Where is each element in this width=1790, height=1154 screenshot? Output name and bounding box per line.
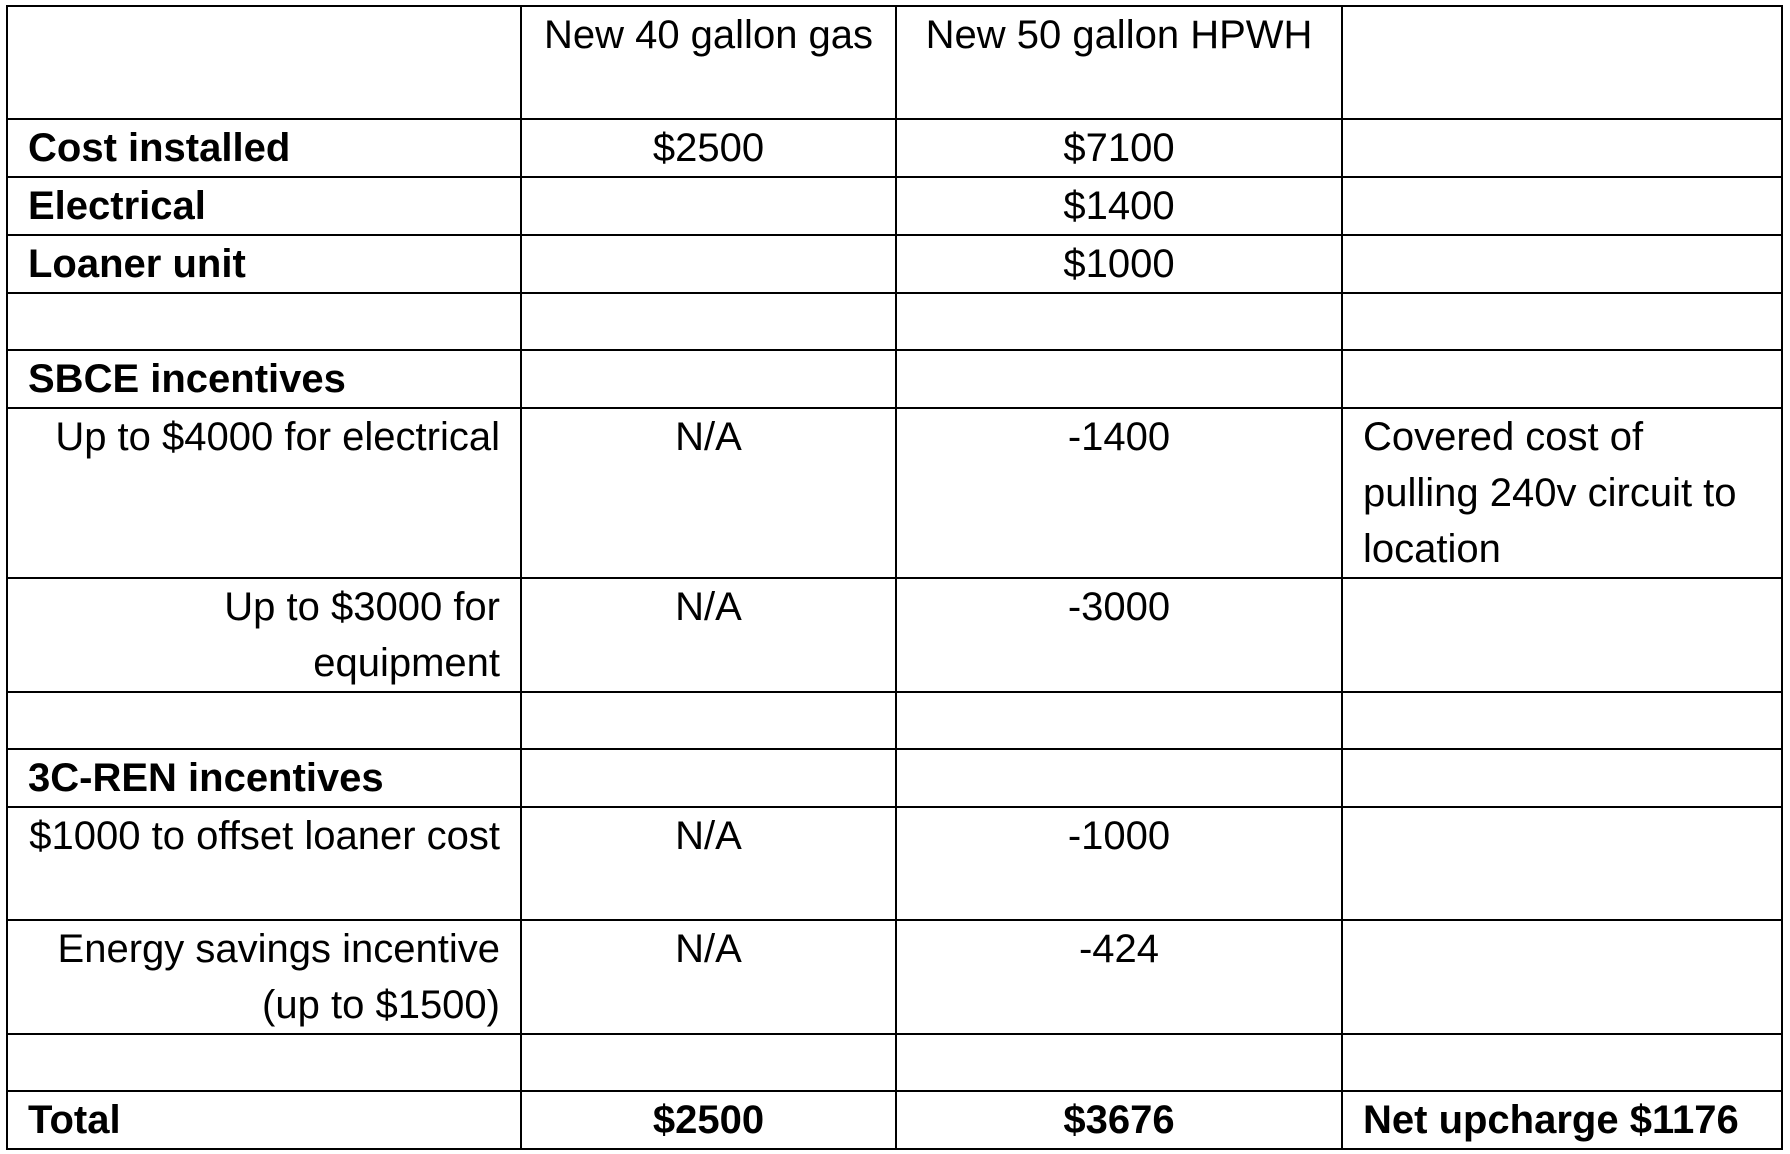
spacer-cell (896, 1034, 1342, 1091)
row-label-ren-loaner: $1000 to offset loaner cost (7, 807, 521, 920)
section-label-sbce: SBCE incentives (7, 350, 521, 408)
spacer-cell (521, 293, 896, 350)
spacer-cell (521, 692, 896, 749)
spacer-cell (7, 293, 521, 350)
section-empty-cell (896, 350, 1342, 408)
loaner-unit-note (1342, 235, 1782, 293)
section-row-sbce (7, 350, 1782, 408)
spacer-row (7, 1034, 1782, 1091)
section-label-3c-ren: 3C-REN incentives (7, 749, 521, 807)
table-row (7, 408, 1782, 578)
table-row (7, 807, 1782, 920)
spacer-cell (521, 1034, 896, 1091)
total-row (7, 1091, 1782, 1149)
sbce-electrical-hpwh: -1400 (896, 408, 1342, 578)
section-empty-cell (521, 749, 896, 807)
ren-energy-note (1342, 920, 1782, 1034)
spacer-cell (1342, 1034, 1782, 1091)
table-row (7, 920, 1782, 1034)
table-row (7, 235, 1782, 293)
ren-loaner-gas: N/A (521, 807, 896, 920)
column-header-hpwh: New 50 gallon HPWH (896, 6, 1342, 119)
spacer-cell (896, 293, 1342, 350)
ren-energy-gas: N/A (521, 920, 896, 1034)
column-header-notes (1342, 6, 1782, 119)
table-row (7, 177, 1782, 235)
section-empty-cell (1342, 350, 1782, 408)
spacer-cell (1342, 293, 1782, 350)
cost-installed-gas: $2500 (521, 119, 896, 177)
section-row-3c-ren (7, 749, 1782, 807)
cost-comparison-sheet (6, 5, 1781, 1145)
spacer-row (7, 692, 1782, 749)
row-label-cost-installed: Cost installed (7, 119, 521, 177)
row-label-total: Total (7, 1091, 521, 1149)
sbce-electrical-note: Covered cost of pulling 240v circuit to location (1342, 408, 1782, 578)
loaner-unit-gas (521, 235, 896, 293)
sbce-equipment-hpwh: -3000 (896, 578, 1342, 692)
section-empty-cell (1342, 749, 1782, 807)
table-row (7, 119, 1782, 177)
header-row (7, 6, 1782, 119)
row-label-loaner-unit: Loaner unit (7, 235, 521, 293)
ren-loaner-hpwh: -1000 (896, 807, 1342, 920)
electrical-gas (521, 177, 896, 235)
electrical-note (1342, 177, 1782, 235)
sbce-equipment-note (1342, 578, 1782, 692)
row-label-ren-energy: Energy savings incentive (up to $1500) (7, 920, 521, 1034)
row-label-electrical: Electrical (7, 177, 521, 235)
ren-loaner-note (1342, 807, 1782, 920)
sbce-equipment-gas: N/A (521, 578, 896, 692)
spacer-row (7, 293, 1782, 350)
cost-installed-hpwh: $7100 (896, 119, 1342, 177)
header-empty-cell (7, 6, 521, 119)
spacer-cell (1342, 692, 1782, 749)
sbce-electrical-gas: N/A (521, 408, 896, 578)
cost-comparison-table (6, 5, 1783, 1150)
loaner-unit-hpwh: $1000 (896, 235, 1342, 293)
spacer-cell (7, 1034, 521, 1091)
section-empty-cell (521, 350, 896, 408)
total-hpwh: $3676 (896, 1091, 1342, 1149)
cost-installed-note (1342, 119, 1782, 177)
electrical-hpwh: $1400 (896, 177, 1342, 235)
column-header-gas: New 40 gallon gas (521, 6, 896, 119)
spacer-cell (7, 692, 521, 749)
row-label-sbce-equipment: Up to $3000 for equipment (7, 578, 521, 692)
total-gas: $2500 (521, 1091, 896, 1149)
row-label-sbce-electrical: Up to $4000 for electrical (7, 408, 521, 578)
total-note: Net upcharge $1176 (1342, 1091, 1782, 1149)
section-empty-cell (896, 749, 1342, 807)
spacer-cell (896, 692, 1342, 749)
table-row (7, 578, 1782, 692)
ren-energy-hpwh: -424 (896, 920, 1342, 1034)
